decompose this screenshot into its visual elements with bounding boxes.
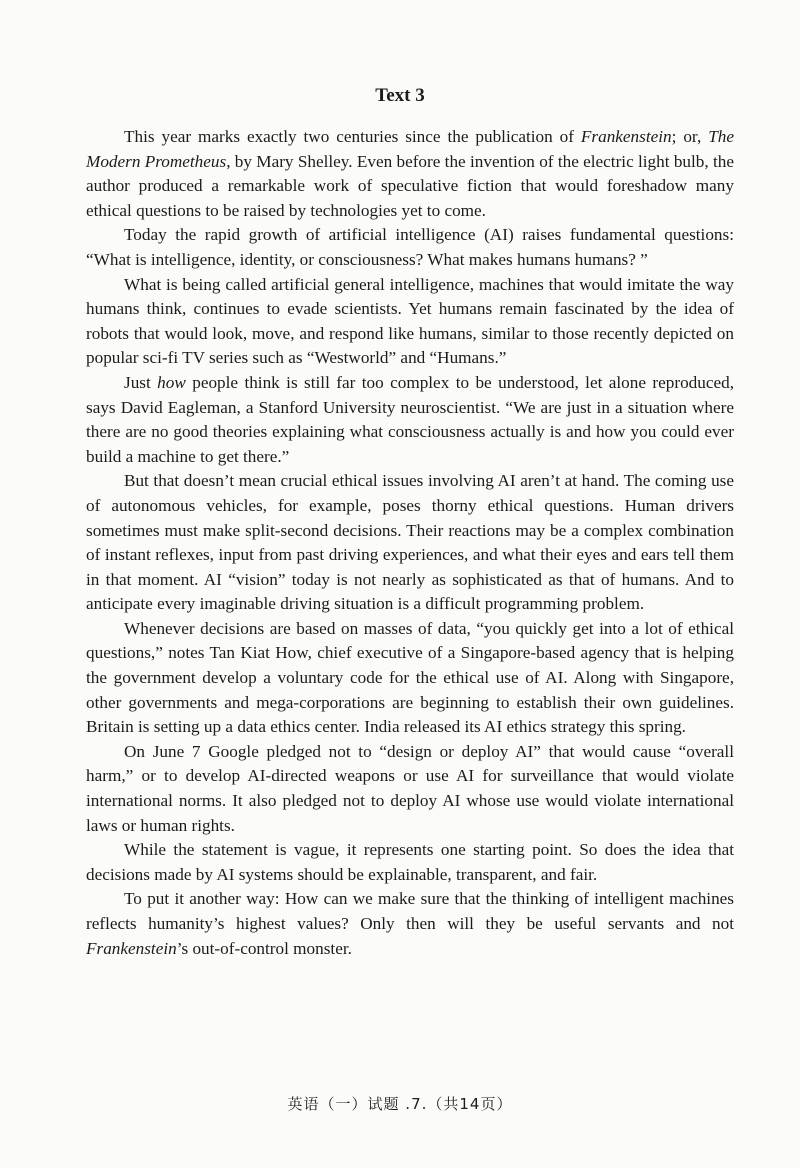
paragraph-7: On June 7 Google pledged not to “design or deploy AI” that would cause “overall harm,” or to develop AI-directed weapons or use AI for surveillance that would violate international norms. It also pledged not to deploy AI whose use would violate international laws or human rights. [86,741,734,835]
book-subtitle-prometheus: The Modern Prometheus [86,127,734,171]
paragraph-2: Today the rapid growth of artificial intelligence (AI) raises fundamental questions: “What is intelligence, identity, or consciousness? What makes humans humans? ” [86,225,734,269]
paragraph-5: But that doesn’t mean crucial ethical issues involving AI aren’t at hand. The coming use of autonomous vehicles, for example, poses thorny ethical questions. Human drivers sometimes must make split-second decisions. Their reactions may be a complex combination of instant reflexes, input from past driving experiences, and what their eyes and ears tell them in that moment. AI “vision” today is not nearly as sophisticated as that of humans. And to anticipate every imaginable driving situation is a difficult programming problem. [86,471,734,614]
paragraph-9 [86,887,734,961]
passage-body [86,125,734,961]
paragraph-1-text-e: , by Mary Shelley. Even before the invention of the electric light bulb, the author produced a remarkable work of speculative fiction that would foreshadow many ethical questions to be raised by technologies yet to come. [86,151,734,220]
paragraph-8: While the statement is vague, it represents one starting point. So does the idea that decisions made by AI systems should be explainable, transparent, and fair. [86,840,734,884]
paragraph-1 [86,125,734,223]
book-title-frankenstein-2: Frankenstein [86,938,177,958]
paragraph-4-text-a: Just [124,372,158,392]
paragraph-9-text-a: To put it another way: How can we make sure that the thinking of intelligent machines reflects humanity’s highest values? Only then will they be useful servants and not [86,889,734,933]
paragraph-4-text-c: people think is still far too complex to be understood, let alone reproduced, says David Eagleman, a Stanford University neuroscientist. “We are just in a situation where there are no good theories explaining what consciousness actually is and how you could ever build a machine to get there.” [86,372,734,466]
paragraph-3: What is being called artificial general intelligence, machines that would imitate the way humans think, continues to evade scientists. Yet humans remain fascinated by the idea of robots that would look, move, and respond like humans, similar to those recently depicted on popular sci-fi TV series such as “Westworld” and “Humans.” [86,274,734,368]
paragraph-9-text-c: ’s out-of-control monster. [176,938,352,958]
book-title-frankenstein: Frankenstein [580,127,672,146]
paragraph-1-text-a: This year marks exactly two centuries since the publication of [124,127,581,146]
paragraph-4 [86,371,734,469]
emphasis-how: how [157,372,186,392]
paragraph-1-text-c: ; or, [671,127,709,146]
page-footer: 英语（一）试题 .7.（共14页） [287,1095,513,1113]
text-title: Text 3 [375,85,425,106]
paragraph-6: Whenever decisions are based on masses of data, “you quickly get into a lot of ethical questions,” notes Tan Kiat How, chief executive of a Singapore-based agency that is helping the government develop a voluntary code for the ethical use of AI. Along with Singapore, other governments and mega-corporations are beginning to establish their own guidelines. Britain is setting up a data ethics center. India released its AI ethics strategy this spring. [86,618,734,737]
